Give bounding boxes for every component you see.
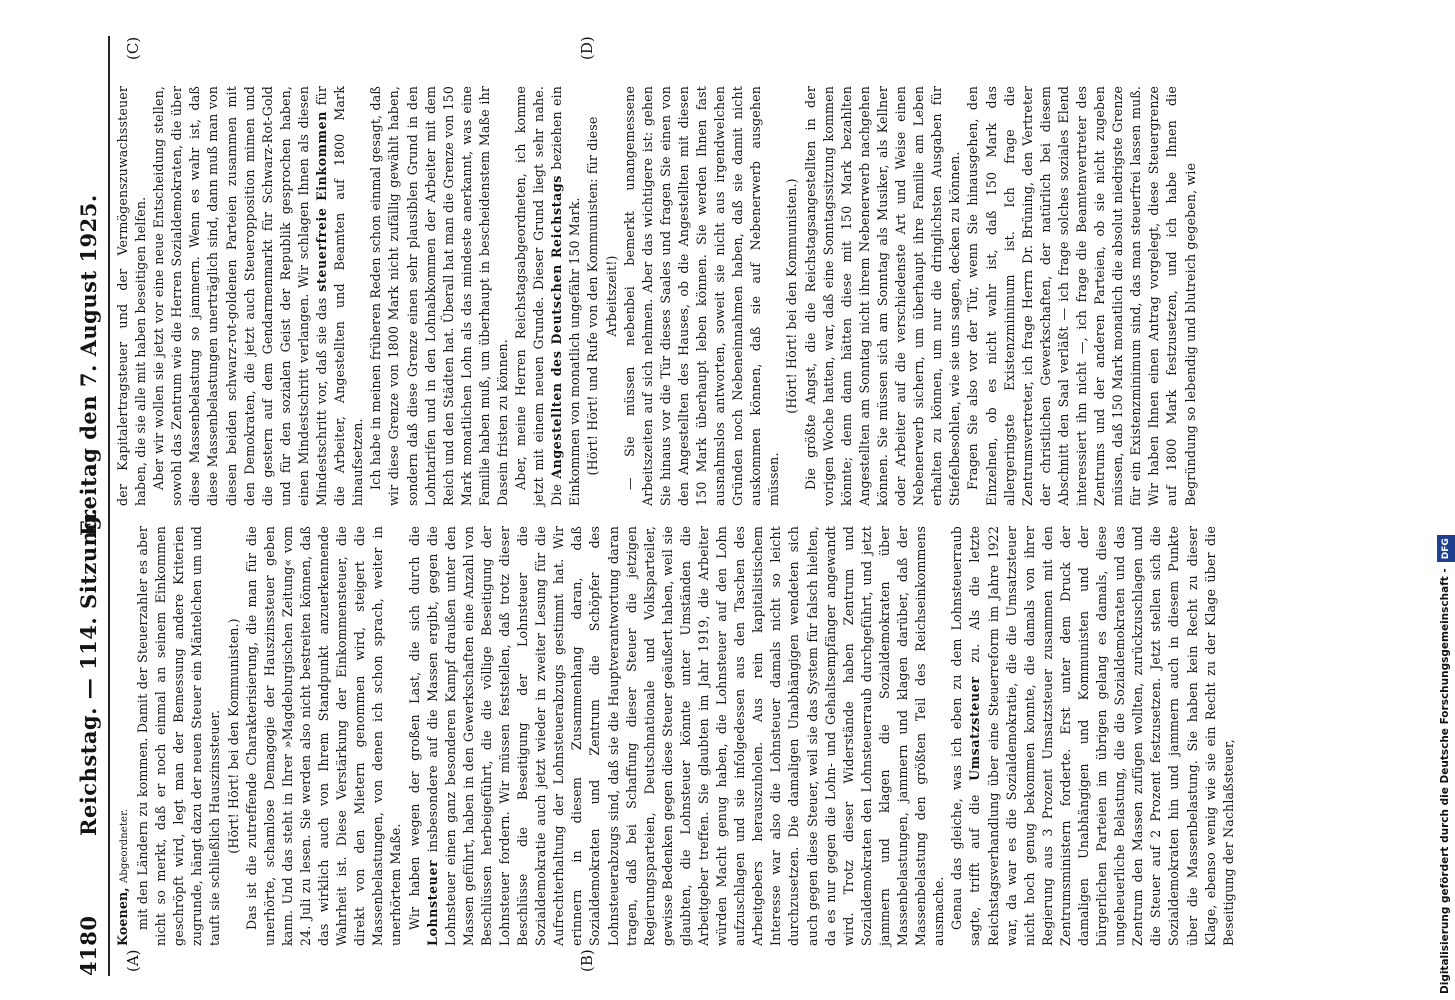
right-column — [114, 86, 1200, 506]
paragraph — [512, 86, 584, 506]
keyword: Lohnsteuer — [424, 859, 440, 946]
paragraph — [150, 86, 367, 506]
paragraph — [406, 526, 949, 946]
speaker-name: Koenen, — [115, 887, 130, 946]
session-date: Freitag den 7. August 1925. — [76, 194, 101, 536]
paragraph-text: zu. Als die letzte Reichstagsverhandlung über eine Steuerreform im Jahre 1922 war, da war es die Sozialdemokratie, die die Umsatzsteuer nicht hoch genug bekommen konnte, die damals von ihrer Regierung aus 3 Prozent Umsatzsteuer zusammen mit den Zentrumsministern forderte. Erst unter dem Druck der damaligen Unabhängigen und Kommunisten und der bürgerlichen Parteien im übrigen gelang es damals, diese ungeheuerliche Belastung, die die Sozialdemokraten und das Zentrum den Massen zufügen wollten, zurückzuschlagen und die Steuer auf 2 Prozent festzusetzen. Jetzt stellen sich die Sozialdemokraten hin und jammern auch in diesem Punkte über die Massenbelastung. Sie haben kein Recht zu dieser Klage, ebenso wenig wie sie ein Recht zu der Klage über die Beseitigung der Nachlaßsteuer, — [967, 525, 1236, 946]
left-column — [114, 526, 1238, 946]
paragraph — [948, 526, 1238, 946]
credit-text: Digitalisierung gefördert durch die Deutsche Forschungsgemeinschaft - — [1439, 568, 1451, 994]
paragraph-text: beziehen ein Einkommen von monatlich ungefähr 150 Mark. — [549, 85, 583, 506]
paragraph: Das ist die zutreffende Charakterisierung, die man für die unerhörte, schamlose Demagogie der Hauszinssteuer geben kann. Und das steht in Ihrer »Magdeburgischen Zeitung« vom 24. Juli zu lesen. Sie werden also nicht bestreiten können, daß das wirklich auch von Ihrem Standpunkt anzuerkennende Wahrheit ist. Diese Verstärkung der Einkommensteuer, die direkt von den Mietern genommen wird, steigert die Massenbelastungen, von denen ich schon sprach, weiter in unerhörtem Maße. — [243, 526, 404, 946]
speaker-line — [114, 526, 134, 946]
keyword: Umsatzsteuer — [967, 676, 983, 781]
speaker-role: Abgeordneter. — [119, 808, 130, 883]
paragraph-text: Wir haben wegen der großen Last, die sich durch die — [406, 526, 422, 930]
paragraph-text: Aber wir wollen sie jetzt vor eine neue Entscheidung stellen, sowohl das Zentrum wie die Herren Sozialdemokraten, die über diese Massenbelastung so jammern. Wenn es wahr ist, daß diese Massenbelastungen unerträglich sind, dann muß man von diesen beiden schwarz-rot-goldenen Parteien zusammen mit den Demokraten, die jetzt auch Steueropposition mimen und die gestern auf dem Gendarmenmarkt für Schwarz-Rot-Gold und für den sozialen Geist der Republik gesprochen haben, einen Mindestschritt verlangen. Wir schlagen Ihnen als diesen Mindestschritt vor, daß sie das — [151, 86, 330, 506]
dfg-logo: DFG — [1437, 535, 1455, 562]
header-rule — [108, 36, 110, 976]
running-head — [76, 36, 106, 976]
paragraph: Ich habe in meinen früheren Reden schon einmal gesagt, daß wir diese Grenze von 1800 Mark nicht zufällig gewählt haben, sondern daß diese Grenze einen sehr plausiblen Grund in den Lohntarifen und in den Lohnabkommen der Arbeiter mit dem Reich und den Städten hat. Überall hat man die Grenze von 150 Mark monatlichen Lohn als das mindeste anerkannt, was eine Familie haben muß, um überhaupt in bescheidenstem Maße ihr Dasein fristen zu können. — [368, 86, 510, 506]
page-number: 4180 — [76, 915, 101, 976]
credit-line — [1436, 8, 1454, 994]
interjection: (Hört! Hört! bei den Kommunisten.) — [225, 618, 241, 854]
digitization-credit — [1418, 8, 1451, 994]
paragraph-text: für die Arbeiter, Angestellten und Beamten auf 1800 Mark hinaufsetzen. — [314, 85, 366, 506]
margin-marker-d: (D) — [578, 36, 596, 60]
paragraph-text: Genau das gleiche, was ich eben zu dem Lohnsteuerraub sagte, trifft auf die — [949, 526, 983, 946]
paragraph: mit den Ländern zu kommen. Damit der Steuerzahler es aber nicht so merkt, daß er noch einmal an seinem Einkommen geschröpft wird, legt man der Bemessung andere Kriterien zugrunde, hängt dazu der neuen Steuer ein Mäntelchen um und tauft sie schließlich Hauszinssteuer. — [135, 526, 223, 946]
paragraph: der Kapitalertragsteuer und der Vermögenszuwachssteuer haben, die sie alle mit haben beseitigen helfen. — [115, 86, 149, 506]
paragraph: — Sie müssen nebenbei bemerkt unangemessene Arbeitszeiten auf sich nehmen. Aber das wichtigere ist: gehen Sie hinaus vor die Tür dieses Saales und fragen Sie einen von den Angestellten des Hauses, ob die Angestellten mit diesen 150 Mark überhaupt leben können. Sie werden Ihnen fast ausnahmslos antworten, soweit sie nicht aus irgendwelchen Gründen noch Nebeneinnahmen haben, daß sie damit nicht auskommen können, daß sie auf Nebenerwerb ausgehen müssen. — [621, 86, 782, 506]
interjection: (Hört! Hört! bei den Kommunisten.) — [784, 178, 800, 414]
interjection: (Hört! Hört! und Rufe von den Kommunisten: für diese Arbeitszeit!) — [585, 116, 619, 476]
margin-marker-c: (C) — [124, 36, 142, 60]
keyword: steuerfreie Einkommen — [314, 111, 330, 292]
margin-marker-a: (A) — [124, 949, 142, 972]
paragraph-text: Aber, meine Herren Reichstagsabgeordneten, ich komme jetzt mit einem neuen Grunde. Dieser Grund liegt sehr nahe. Die — [513, 86, 565, 506]
paragraph: Die größte Angst, die die Reichstagsangestellten in der vorigen Woche hatten, war, daß eine Sonntagssitzung kommen könnte; denn dann hätten diese mit 150 Mark bezahlten Angestellten am Sonntag nicht ihrem Nebenerwerb nachgehen können. Sie müssen sich am Sonntag als Musiker, als Kellner oder Arbeiter auf die verschiedenste Art und Weise einen Nebenerwerb sichern, um überhaupt ihre Familie am Leben erhalten zu können, um nur die dringlichsten Ausgaben für Stiefelbesohlen, wie sie uns sagen, decken zu können. — [802, 86, 963, 506]
paragraph: Fragen Sie also vor der Tür, wenn Sie hinausgehen, den Einzelnen, ob es nicht wahr ist, daß 150 Mark das allergeringste Existenzminimum ist. Ich frage die Zentrumsvertreter, ich frage Herrn Dr. Brüning, den Vertreter der christlichen Gewerkschaften, der natürlich bei diesem Abschnitt den Saal verläßt — ich frage solches soziales Elend interessiert ihn nicht —, ich frage die Beamtenvertreter des Zentrums und der anderen Parteien, ob sie nicht zugeben müssen, daß 150 Mark monatlich die absolut niedrigste Grenze für ein Existenzminimum sind, das man steuerfrei lassen muß. Wir haben Ihnen einen Antrag vorgelegt, diese Steuergrenze auf 1800 Mark festzusetzen, und ich habe Ihnen die Begründung so lebendig und blutreich gegeben, wie — [965, 86, 1198, 506]
rotated-newspaper-page — [68, 36, 1236, 976]
margin-marker-b: (B) — [578, 949, 596, 972]
paragraph-text: insbesondere auf die Massen ergibt, gegen die Lohnsteuer einen ganz besonderen Kampf draußen unter den Massen geführt, haben in den Gewerkschaften eine Anzahl von Beschlüssen herbeigeführt, die die völlige Beseitigung der Lohnsteuer fordern. Wir müssen feststellen, daß trotz dieser Beschlüsse die Beseitigung der Lohnsteuer die Sozialdemokratie auch jetzt wieder in zweiter Lesung für die Aufrechterhaltung der Lohnsteuerabzugs gestimmt hat. Wir erinnern in diesem Zusammenhang daran, daß Sozialdemokraten und Zentrum die Schöpfer des Lohnsteuerabzugs sind, daß sie die Hauptverantwortung daran tragen, daß bei Schaffung dieser Steuer die jetzigen Regierungsparteien, Deutschnationale und Volksparteiler, gewisse Bedenken gegen diese Steuer geäußert haben, weil sie glaubten, die Lohnsteuer könnte unter Umständen die Arbeitgeber treffen. Sie glaubten im Jahr 1919, die Arbeiter würden Macht genug haben, die Lohnsteuer auf den Lohn aufzuschlagen und sie infolgedessen aus den Taschen des Arbeitgebers herauszuholen. Aus rein kapitalistischem Interesse war also die Lohnsteuer damals nicht so leicht durchzusetzen. Die damaligen Unabhängigen wendeten sich auch gegen diese Steuer, weil sie das System für falsch hielten, da es nur gegen die Lohn- und Gehaltsempfänger angewandt wird. Trotz dieser Widerstände haben Zentrum und Sozialdemokraten den Lohnsteuerraub durchgeführt, und jetzt jammern und klagen die Sozialdemokraten über Massenbelastungen, jammern und klagen darüber, daß der Massenbelastung den größten Teil des Reichseinkommens ausmache. — [424, 526, 947, 946]
keyword: Angestellten des Deutschen Reichstags — [549, 175, 565, 479]
session-title: Reichstag. — 114. Sitzung. — [76, 507, 101, 836]
